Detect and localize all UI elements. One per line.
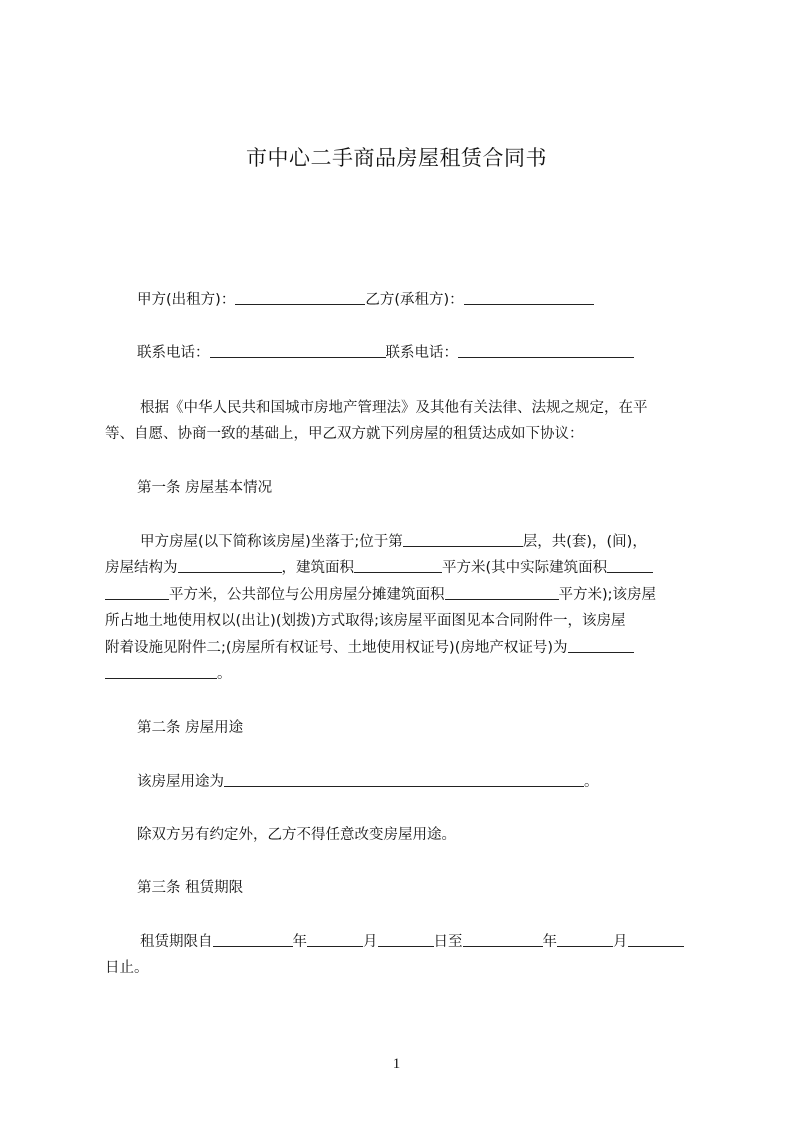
- shared-area-label: 平方米，公共部位与公用房屋分摊建筑面积: [169, 587, 445, 603]
- floor-suffix: 层，共(套)，(间)，: [522, 534, 647, 550]
- article-1-line-3: [105, 585, 656, 605]
- article-1-heading: 第一条 房屋基本情况: [137, 480, 273, 496]
- actual-area-blank-end[interactable]: [105, 585, 169, 600]
- phone-b-label: 联系电话：: [385, 345, 458, 361]
- actual-area-label: 平方米(其中实际建筑面积: [442, 560, 608, 576]
- location-label: 甲方房屋(以下简称该房屋)坐落于;位于第: [140, 534, 403, 550]
- article-1-line-4: 所占地土地使用权以(出让)(划拨)方式取得;该房屋平面图见本合同附件一，该房屋: [105, 613, 626, 629]
- parties-line: [137, 290, 594, 310]
- start-day-to-label: 日至: [433, 934, 463, 950]
- start-month-label: 月: [363, 934, 378, 950]
- structure-blank[interactable]: [178, 558, 282, 573]
- actual-area-blank-start[interactable]: [607, 558, 653, 573]
- start-month-blank[interactable]: [307, 932, 363, 947]
- article-3-term-line: [140, 932, 684, 952]
- page-number: 1: [392, 1056, 401, 1072]
- shared-area-suffix: 平方米);该房屋: [558, 587, 657, 603]
- article-2-restriction: 除双方另有约定外，乙方不得任意改变房屋用途。: [137, 827, 456, 843]
- start-year-label: 年: [292, 934, 307, 950]
- end-month-label: 月: [613, 934, 628, 950]
- use-blank[interactable]: [224, 772, 584, 787]
- article-1-line-1: [140, 532, 647, 552]
- article-3-heading: 第三条 租赁期限: [137, 880, 244, 896]
- certificate-blank-end[interactable]: [105, 664, 217, 679]
- shared-area-blank[interactable]: [445, 585, 559, 600]
- end-year-blank[interactable]: [463, 932, 543, 947]
- certificate-label: 附着设施见附件二;(房屋所有权证号、土地使用权证号)(房地产权证号)为: [105, 640, 568, 656]
- floor-blank[interactable]: [403, 532, 523, 547]
- preamble-line-1: 根据《中华人民共和国城市房地产管理法》及其他有关法律、法规之规定，在平: [140, 400, 648, 416]
- contacts-line: [137, 343, 634, 363]
- party-a-blank[interactable]: [235, 290, 365, 305]
- phone-b-blank[interactable]: [458, 343, 634, 358]
- document-title: 市中心二手商品房屋租赁合同书: [246, 146, 547, 170]
- article-1-line-2: [105, 558, 653, 578]
- certificate-blank-start[interactable]: [568, 638, 634, 653]
- certificate-period: 。: [217, 666, 232, 682]
- term-from-label: 租赁期限自: [140, 934, 213, 950]
- article-2-heading: 第二条 房屋用途: [137, 720, 244, 736]
- preamble-line-2: 等、自愿、协商一致的基础上，甲乙双方就下列房屋的租赁达成如下协议：: [105, 426, 584, 442]
- party-b-blank[interactable]: [464, 290, 594, 305]
- end-day-blank[interactable]: [628, 932, 684, 947]
- end-month-blank[interactable]: [557, 932, 613, 947]
- party-b-label: 乙方(承租方)：: [365, 292, 464, 308]
- article-1-line-6: [105, 664, 232, 684]
- end-year-label: 年: [542, 934, 557, 950]
- start-year-blank[interactable]: [213, 932, 293, 947]
- phone-a-label: 联系电话：: [137, 345, 210, 361]
- structure-label: 房屋结构为: [105, 560, 178, 576]
- area-label: ，建筑面积: [281, 560, 354, 576]
- phone-a-blank[interactable]: [210, 343, 386, 358]
- use-label: 该房屋用途为: [137, 774, 224, 790]
- article-1-line-5: [105, 638, 634, 658]
- party-a-label: 甲方(出租方)：: [137, 292, 236, 308]
- article-3-term-end: 日止。: [105, 960, 149, 976]
- area-blank[interactable]: [354, 558, 442, 573]
- article-2-use-line: [137, 772, 599, 792]
- use-period: 。: [584, 774, 599, 790]
- start-day-blank[interactable]: [378, 932, 434, 947]
